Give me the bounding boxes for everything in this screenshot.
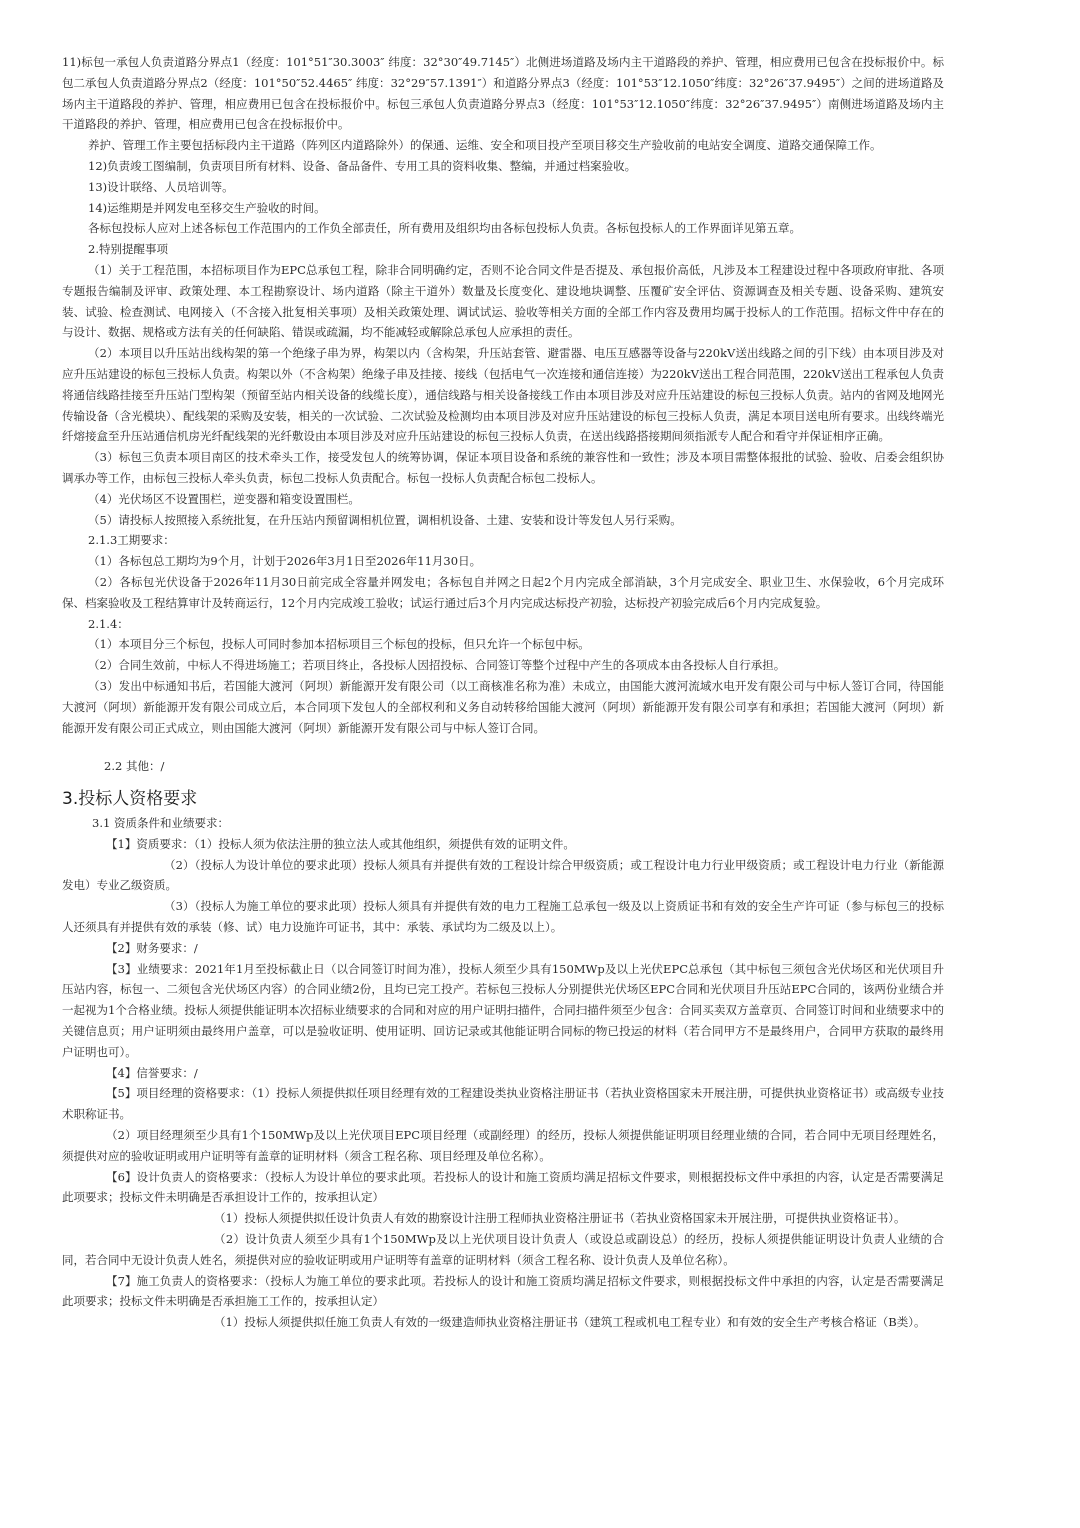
paragraph-schedule-1: （1）各标包总工期均为9个月，计划于2026年3月1日至2026年11月30日。 — [88, 554, 482, 569]
paragraph-item-12: 12)负责竣工图编制，负责项目所有材料、设备、备品备件、专用工具的资料收集、整编，并通过档案验收。 — [88, 158, 637, 173]
paragraph-scope-5: （5）请投标人按照接入系统批复，在升压站内预留调相机位置，调相机设备、土建、安装和设计等发包人另行采购。 — [88, 512, 682, 527]
paragraph-req-4: 【4】信誉要求：/ — [106, 1065, 198, 1080]
paragraph-req-6-1: （1）投标人须提供拟任设计负责人有效的勘察设计注册工程师执业资格注册证书（若执业资格国家未开展注册，可提供执业资格证书）。 — [214, 1211, 906, 1226]
paragraph-req-5: 【5】项目经理的资格要求：（1）投标人须提供拟任项目经理有效的工程建设类执业资格注册证书（若执业资格国家未开展注册，可提供执业资格证书）或高级专业技术职称证书。 — [62, 1086, 944, 1122]
paragraph-req-3: 【3】业绩要求：2021年1月至投标截止日（以合同签订时间为准），投标人须至少具有150MWp及以上光伏EPC总承包（其中标包三须包含光伏场区和光伏项目升压站内容，标包一、二须包含光伏场区内容）的合同业绩2份，且均已完工投产。若标包三投标人分别提供光伏场区EPC合同和光伏项目升压站EPC合同的，该两份业绩合并一起视为1个合格业绩。投标人须提供能证明本次招标业绩要求的合同和对应的用户证明扫描件，合同扫描件须至少包含：合同买卖双方盖章页、合同签订时间和业绩要求中的关键信息页；用户证明须由最终用户盖章，可以是验收证明、使用证明、回访记录或其他能证明合同标的物已投运的材料（若合同甲方不是最终用户，合同甲方获取的最终用户证明也可）。 — [62, 961, 944, 1059]
section-schedule: 2.1.3工期要求： — [88, 533, 175, 548]
paragraph-req-2: 【2】财务要求：/ — [106, 940, 198, 955]
paragraph-lots-1: （1）本项目分三个标包，投标人可同时参加本招标项目三个标包的投标，但只允许一个标包中标。 — [88, 637, 590, 652]
paragraph-scope-3: （3）标包三负责本项目南区的技术牵头工作，接受发包人的统筹协调，保证本项目设备和系统的兼容性和一致性；涉及本项目需整体报批的试验、验收、启委会组织协调承办等工作，由标包三投标人牵头负责，标包二投标人负责配合。标包一投标人负责配合标包二投标人。 — [62, 450, 944, 485]
paragraph-req-7-1: （1）投标人须提供拟任施工负责人有效的一级建造师执业资格注册证书（建筑工程或机电工程专业）和有效的安全生产考核合格证（B类）。 — [214, 1315, 926, 1330]
paragraph-req-1-2: （2）（投标人为设计单位的要求此项）投标人须具有并提供有效的工程设计综合甲级资质；或工程设计电力行业甲级资质；或工程设计电力行业（新能源发电）专业乙级资质。 — [62, 857, 944, 893]
paragraph-lots-3: （3）发出中标通知书后，若国能大渡河（阿坝）新能源开发有限公司（以工商核准名称为准）未成立，由国能大渡河流域水电开发有限公司与中标人签订合同，待国能大渡河（阿坝）新能源开发有限公司成立后，本合同项下发包人的全部权利和义务自动转移给国能大渡河（阿坝）新能源开发有限公司享有和承担；若国能大渡河（阿坝）新能源开发有限公司正式成立，则由国能大渡河（阿坝）新能源开发有限公司与中标人签订合同。 — [62, 678, 944, 735]
paragraph-scope-1: （1）关于工程范围，本招标项目作为EPC总承包工程，除非合同明确约定，否则不论合同文件是否提及、承包报价高低，凡涉及本工程建设过程中各项政府审批、各项专题报告编制及评审、政策处理、本工程勘察设计、场内道路（除主干道外）数量及长度变化、建设地块调整、压覆矿安全评估、资源调查及相关专题、设备采购、建筑安装、试验、检查测试、电网接入（不含接入批复相关事项）及相关政策处理、调试试运、验收等相关方面的全部工作内容及费用均属于投标人的工作范围。招标文件中存在的与设计、数据、规格或方法有关的任何缺陷、错误或疏漏，均不能减轻或解除总承包人应承担的责任。 — [62, 262, 944, 340]
paragraph-maintenance: 养护、管理工作主要包括标段内主干道路（阵列区内道路除外）的保通、运维、安全和项目投产至项目移交生产验收前的电站安全调度、道路交通保障工作。 — [88, 138, 882, 153]
paragraph-req-1: 【1】资质要求：（1）投标人须为依法注册的独立法人或其他组织，须提供有效的证明文件。 — [106, 836, 575, 851]
paragraph-road-boundary: 11)标包一承包人负责道路分界点1（经度：101°51″30.3003″ 纬度：32°30″49.7145″）北侧进场道路及场内主干道路段的养护、管理，相应费用已包含在投标报价中。标包二承包人负责道路分界点2（经度：101°50″52.4465″ 纬度：32°29″57.1391″）和道路分界点3（经度：101°53″12.1050″纬度：32°26″37.9495″）之间的进场道路及场内主干道路段的养护、管理，相应费用已包含在投标报价中。标包三承包人负责道路分界点3（经度：101°53″12.1050″纬度：32°26″37.9495″）南侧进场道路及场内主干道路段的养护、管理，相应费用已包含在投标报价中。 — [62, 55, 944, 132]
paragraph-req-6: 【6】设计负责人的资格要求：（投标人为设计单位的要求此项。若投标人的设计和施工资质均满足招标文件要求，则根据投标文件中承担的内容，认定是否需要满足此项要求；投标文件未明确是否承担设计工作的，按承担认定） — [62, 1169, 944, 1205]
paragraph-req-5-2: （2）项目经理须至少具有1个150MWp及以上光伏项目EPC项目经理（或副经理）的经历，投标人须提供能证明项目经理业绩的合同，若合同中无项目经理姓名，须提供对应的验收证明或用户证明等有盖章的证明材料（须含工程名称、项目经理及单位名称）。 — [62, 1128, 944, 1163]
section-qualification-performance: 3.1 资质条件和业绩要求： — [92, 816, 229, 831]
section-special-reminders: 2.特别提醒事项 — [88, 242, 168, 257]
paragraph-req-6-2: （2）设计负责人须至少具有1个150MWp及以上光伏项目设计负责人（或设总或副设总）的经历，投标人须提供能证明设计负责人业绩的合同，若合同中无设计负责人姓名，须提供对应的验收证明或用户证明等有盖章的证明材料（须含工程名称、设计负责人及单位名称）。 — [62, 1232, 944, 1267]
paragraph-item-14: 14)运维期是并网发电至移交生产验收的时间。 — [88, 200, 326, 215]
section-other: 2.2 其他：/ — [104, 759, 165, 774]
document-page — [62, 52, 944, 1333]
paragraph-lots-2: （2）合同生效前，中标人不得进场施工；若项目终止，各投标人因招投标、合同签订等整个过程中产生的各项成本由各投标人自行承担。 — [88, 658, 786, 673]
paragraph-item-13: 13)设计联络、人员培训等。 — [88, 179, 234, 194]
section-2-1-4: 2.1.4： — [88, 616, 129, 631]
paragraph-schedule-2: （2）各标包光伏设备于2026年11月30日前完成全容量并网发电；各标包自并网之日起2个月内完成全部消缺，3个月完成安全、职业卫生、水保验收，6个月完成环保、档案验收及工程结算审计及转商运行，12个月内完成竣工验收；试运行通过后3个月内完成达标投产初验，达标投产初验完成后6个月内完成复验。 — [62, 574, 944, 610]
paragraph-req-7: 【7】施工负责人的资格要求：（投标人为施工单位的要求此项。若投标人的设计和施工资质均满足招标文件要求，则根据投标文件中承担的内容，认定是否需要满足此项要求；投标文件未明确是否承担施工工作的，按承担认定） — [62, 1273, 944, 1309]
paragraph-scope-4: （4）光伏场区不设置围栏，逆变器和箱变设置围栏。 — [88, 491, 360, 506]
paragraph-req-1-3: （3）（投标人为施工单位的要求此项）投标人须具有并提供有效的电力工程施工总承包一级及以上资质证书和有效的安全生产许可证（参与标包三的投标人还须具有并提供有效的承装（修、试）电力设施许可证书，其中：承装、承试均为二级及以上）。 — [62, 899, 944, 935]
paragraph-responsibility: 各标包投标人应对上述各标包工作范围内的工作负全部责任，所有费用及组织均由各标包投标人负责。各标包投标人的工作界面详见第五章。 — [88, 221, 801, 236]
paragraph-scope-2: （2）本项目以升压站出线构架的第一个绝缘子串为界，构架以内（含构架，升压站套管、避雷器、电压互感器等设备与220kV送出线路之间的引下线）由本项目涉及对应升压站建设的标包三投标人负责。构架以外（不含构架）绝缘子串及挂接、接线（包括电气一次连接和通信连接）为220kV送出工程合同范围，220kV送出工程承包人负责将通信线路挂接至升压站门型构架（预留至站内相关设备的线缆长度），通信线路与相关设备接线工作由本项目涉及对应升压站建设的标包三投标人负责。站内的省网及地网光传输设备（含光模块）、配线架的采购及安装，相关的一次试验、二次试验及检测均由本项目涉及对应升压站建设的标包三投标人负责，满足本项目送电所有要求。出线终端光纤熔接盒至升压站通信机房光纤配线架的光纤敷设由本项目涉及对应升压站建设的标包三投标人负责，在送出线路搭接期间须指派专人配合和看守并保证相序正确。 — [62, 346, 944, 444]
heading-bidder-qualification: 3.投标人资格要求 — [62, 789, 198, 810]
